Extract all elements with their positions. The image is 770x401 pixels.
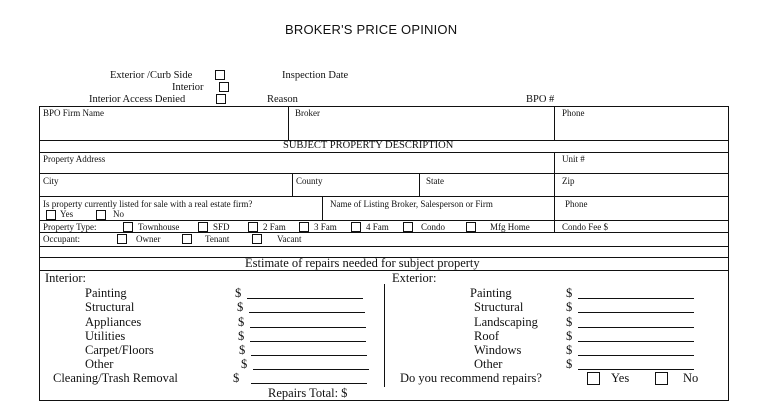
divider [554, 220, 555, 232]
3-fam-label: 3 Fam [314, 222, 337, 232]
exterior-structural-label: Structural [474, 300, 524, 314]
interior-carpet-floors-label: Carpet/Floors [85, 343, 154, 357]
listed-yes-checkbox[interactable] [46, 210, 56, 220]
divider [554, 106, 555, 140]
interior-appliances-input[interactable] [250, 327, 366, 328]
recommend-repairs-question: Do you recommend repairs? [400, 371, 542, 385]
exterior-roof-input[interactable] [578, 341, 694, 342]
exterior-landscaping-label: Landscaping [474, 315, 538, 329]
currency-symbol: $ [566, 315, 573, 329]
box-top-border [39, 106, 728, 107]
unit-label: Unit # [562, 154, 585, 164]
interior-utilities-label: Utilities [85, 329, 126, 343]
currency-symbol: $ [235, 286, 242, 300]
exterior-curb-side-checkbox[interactable] [215, 70, 225, 80]
listing-broker-label: Name of Listing Broker, Salesperson or Firm [330, 199, 493, 209]
exterior-other-label: Other [474, 357, 503, 371]
recommend-no-label: No [683, 371, 699, 385]
divider [39, 246, 728, 247]
mfg-home-checkbox[interactable] [466, 222, 476, 232]
listing-phone-label: Phone [565, 199, 588, 209]
interior-access-denied-label: Interior Access Denied [89, 94, 186, 105]
broker-label: Broker [295, 108, 320, 118]
tenant-checkbox[interactable] [182, 234, 192, 244]
condo-label: Condo [421, 222, 446, 232]
divider [554, 196, 555, 220]
mfg-home-label: Mfg Home [490, 222, 530, 232]
county-label: County [296, 176, 323, 186]
exterior-painting-label: Painting [470, 286, 512, 300]
owner-checkbox[interactable] [117, 234, 127, 244]
interior-carpet-floors-input[interactable] [251, 355, 367, 356]
exterior-other-input[interactable] [578, 369, 694, 370]
divider [39, 196, 728, 197]
exterior-curb-side-label: Exterior /Curb Side [110, 70, 193, 81]
exterior-painting-input[interactable] [578, 298, 694, 299]
bpo-number-label: BPO # [526, 94, 555, 105]
currency-symbol: $ [241, 357, 248, 371]
currency-symbol: $ [566, 300, 573, 314]
currency-symbol: $ [238, 329, 245, 343]
divider [419, 173, 420, 196]
currency-symbol: $ [566, 343, 573, 357]
interior-painting-label: Painting [85, 286, 127, 300]
state-label: State [426, 176, 444, 186]
box-left-border [39, 106, 40, 401]
divider [39, 173, 728, 174]
repairs-total-label: Repairs Total: $ [268, 386, 348, 400]
4-fam-label: 4 Fam [366, 222, 389, 232]
repairs-header: Estimate of repairs needed for subject property [245, 256, 480, 270]
divider [39, 152, 728, 153]
recommend-yes-label: Yes [611, 371, 630, 385]
interior-structural-label: Structural [85, 300, 135, 314]
subject-property-header: SUBJECT PROPERTY DESCRIPTION [283, 140, 454, 151]
exterior-structural-input[interactable] [578, 312, 694, 313]
divider [384, 284, 385, 387]
property-address-label: Property Address [43, 154, 106, 164]
form-title: BROKER'S PRICE OPINION [285, 22, 458, 37]
condo-fee-label: Condo Fee $ [562, 222, 608, 232]
interior-label: Interior [172, 82, 204, 93]
city-label: City [43, 176, 59, 186]
zip-label: Zip [562, 176, 575, 186]
listed-question-label: Is property currently listed for sale with a real estate firm? [43, 199, 253, 209]
townhouse-checkbox[interactable] [123, 222, 133, 232]
cleaning-trash-removal-label: Cleaning/Trash Removal [53, 371, 178, 385]
4-fam-checkbox[interactable] [351, 222, 361, 232]
exterior-windows-input[interactable] [578, 355, 694, 356]
recommend-no-checkbox[interactable] [655, 372, 668, 385]
exterior-roof-label: Roof [474, 329, 499, 343]
interior-repairs-label: Interior: [45, 271, 86, 285]
2-fam-label: 2 Fam [263, 222, 286, 232]
box-right-border [728, 106, 729, 401]
interior-other-label: Other [85, 357, 114, 371]
exterior-landscaping-input[interactable] [578, 327, 694, 328]
townhouse-label: Townhouse [138, 222, 180, 232]
divider [39, 270, 728, 271]
vacant-label: Vacant [277, 234, 302, 244]
occupant-label: Occupant: [43, 234, 80, 244]
firm-phone-label: Phone [562, 108, 585, 118]
sfd-checkbox[interactable] [198, 222, 208, 232]
vacant-checkbox[interactable] [252, 234, 262, 244]
interior-appliances-label: Appliances [85, 315, 142, 329]
currency-symbol: $ [237, 300, 244, 314]
divider [554, 152, 555, 173]
listed-no-checkbox[interactable] [96, 210, 106, 220]
2-fam-checkbox[interactable] [248, 222, 258, 232]
currency-symbol: $ [238, 315, 245, 329]
currency-symbol: $ [239, 343, 246, 357]
interior-structural-input[interactable] [249, 312, 365, 313]
currency-symbol: $ [233, 371, 240, 385]
bpo-firm-name-label: BPO Firm Name [43, 108, 105, 118]
recommend-yes-checkbox[interactable] [587, 372, 600, 385]
divider [292, 173, 293, 196]
interior-painting-input[interactable] [247, 298, 363, 299]
listed-yes-label: Yes [60, 209, 74, 219]
divider [39, 232, 728, 233]
divider [554, 173, 555, 196]
property-type-label: Property Type: [43, 222, 97, 232]
owner-label: Owner [136, 234, 161, 244]
tenant-label: Tenant [205, 234, 230, 244]
currency-symbol: $ [566, 286, 573, 300]
condo-checkbox[interactable] [403, 222, 413, 232]
cleaning-trash-removal-input[interactable] [251, 383, 367, 384]
interior-checkbox[interactable] [219, 82, 229, 92]
sfd-label: SFD [213, 222, 230, 232]
interior-other-input[interactable] [253, 369, 369, 370]
reason-label: Reason [267, 94, 298, 105]
exterior-windows-label: Windows [474, 343, 522, 357]
currency-symbol: $ [566, 357, 573, 371]
interior-utilities-input[interactable] [250, 341, 366, 342]
currency-symbol: $ [566, 329, 573, 343]
divider [288, 106, 289, 140]
divider [322, 196, 323, 220]
interior-access-denied-checkbox[interactable] [216, 94, 226, 104]
divider [39, 220, 728, 221]
3-fam-checkbox[interactable] [299, 222, 309, 232]
exterior-repairs-label: Exterior: [392, 271, 437, 285]
inspection-date-label: Inspection Date [282, 70, 349, 81]
listed-no-label: No [113, 209, 124, 219]
